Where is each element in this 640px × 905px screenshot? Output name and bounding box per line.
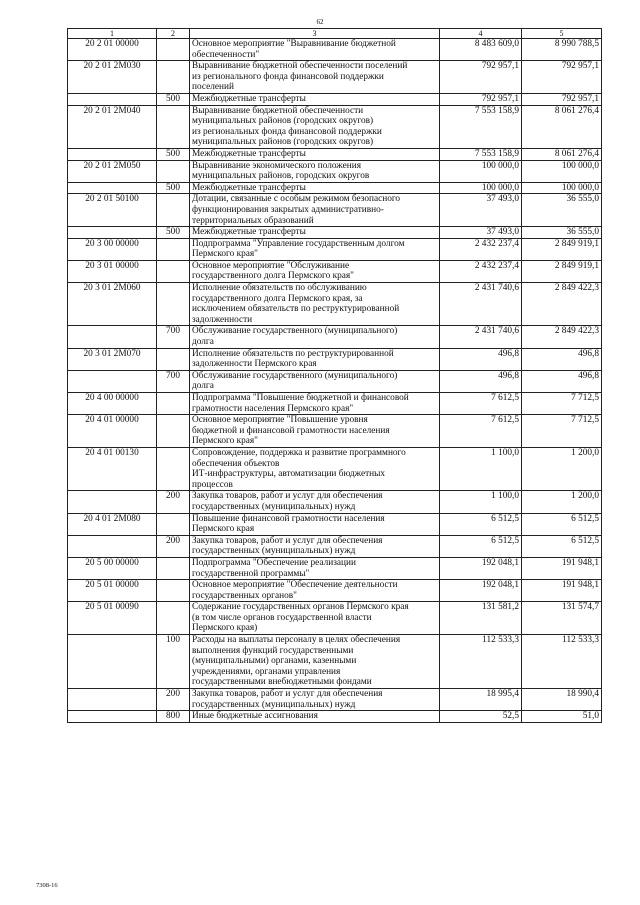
amount-col-5: 6 512,5 <box>522 513 602 535</box>
item-name-line: Пермского края) <box>192 623 258 634</box>
table-row <box>68 260 602 282</box>
amount-col-5: 2 849 422,3 <box>522 283 602 326</box>
item-name <box>190 535 440 557</box>
expense-type-code <box>157 393 190 415</box>
item-name <box>190 580 440 602</box>
target-item-code <box>68 227 157 239</box>
amount-col-5: 1 200,0 <box>522 447 602 490</box>
item-name-line: грамотности населения Пермского края" <box>192 403 354 414</box>
budget-table <box>67 28 602 723</box>
item-name-line: Основное мероприятие "Обеспечение деятельности <box>192 580 398 591</box>
amount-col-4: 7 553 158,9 <box>440 105 522 148</box>
amount-col-4: 7 612,5 <box>440 393 522 415</box>
amount-col-4: 192 048,1 <box>440 580 522 602</box>
table-row <box>68 227 602 239</box>
item-name-line: Пермского края" <box>192 249 258 260</box>
amount-col-5: 8 061 276,4 <box>522 105 602 148</box>
target-item-code: 20 4 00 00000 <box>68 393 157 415</box>
item-name-line: ИТ-инфраструктуры, автоматизации бюджетных <box>192 469 386 480</box>
table-row <box>68 61 602 94</box>
amount-col-4: 18 995,4 <box>440 689 522 711</box>
target-item-code <box>68 491 157 513</box>
target-item-code <box>68 635 157 689</box>
page-number: 62 <box>316 18 324 26</box>
target-item-code: 20 4 01 00000 <box>68 415 157 448</box>
amount-col-5: 100 000,0 <box>522 160 602 182</box>
amount-col-5: 51,0 <box>522 711 602 723</box>
amount-col-4: 52,5 <box>440 711 522 723</box>
expense-type-code <box>157 348 190 370</box>
item-name-line: государственных (муниципальных) нужд <box>192 501 356 512</box>
target-item-code: 20 4 01 2М080 <box>68 513 157 535</box>
target-item-code <box>68 689 157 711</box>
item-name-line: Подпрограмма "Управление государственным долгом <box>192 238 405 249</box>
table-row <box>68 93 602 105</box>
item-name <box>190 182 440 194</box>
item-name <box>190 160 440 182</box>
amount-col-4: 192 048,1 <box>440 557 522 579</box>
target-item-code: 20 2 01 2М050 <box>68 160 157 182</box>
target-item-code: 20 5 01 00090 <box>68 602 157 635</box>
expense-type-code <box>157 105 190 148</box>
amount-col-5: 131 574,7 <box>522 602 602 635</box>
item-name-line: Закупка товаров, работ и услуг для обеспечения <box>192 689 383 700</box>
item-name-line: государственного долга Пермского края" <box>192 271 354 282</box>
item-name-line: исключением обязательств по реструктурированной <box>192 304 400 315</box>
amount-col-5: 792 957,1 <box>522 93 602 105</box>
item-name-line: поселений <box>192 82 234 93</box>
table-row <box>68 370 602 392</box>
item-name-line: Обслуживание государственного (муниципального) <box>192 326 398 337</box>
amount-col-4: 7 612,5 <box>440 415 522 448</box>
target-item-code: 20 5 01 00000 <box>68 580 157 602</box>
item-name-line: долга <box>192 381 214 392</box>
expense-type-code <box>157 602 190 635</box>
amount-col-4: 100 000,0 <box>440 160 522 182</box>
item-name-line: Обслуживание государственного (муниципального) <box>192 370 398 381</box>
item-name <box>190 348 440 370</box>
table-row <box>68 415 602 448</box>
item-name <box>190 689 440 711</box>
header-col-1: 1 <box>68 29 157 39</box>
item-name-line: Межбюджетные трансферты <box>192 227 306 238</box>
amount-col-5: 36 555,0 <box>522 227 602 239</box>
item-name <box>190 326 440 348</box>
amount-col-5: 7 712,5 <box>522 415 602 448</box>
target-item-code: 20 3 01 2М070 <box>68 348 157 370</box>
target-item-code: 20 2 01 00000 <box>68 39 157 61</box>
target-item-code <box>68 148 157 160</box>
item-name-line: учреждениями, органами управления <box>192 666 341 677</box>
item-name-line: из регионального фонда финансовой поддержки <box>192 71 384 82</box>
amount-col-4: 100 000,0 <box>440 182 522 194</box>
item-name-line: функционирования закрытых административно- <box>192 204 384 215</box>
table-header-row <box>68 29 602 39</box>
item-name <box>190 491 440 513</box>
expense-type-code: 200 <box>157 689 190 711</box>
item-name-line: государственных (муниципальных) нужд <box>192 546 356 557</box>
amount-col-4: 6 512,5 <box>440 535 522 557</box>
expense-type-code <box>157 415 190 448</box>
amount-col-4: 7 553 158,9 <box>440 148 522 160</box>
item-name-line: Закупка товаров, работ и услуг для обеспечения <box>192 491 383 502</box>
item-name-line: Повышение финансовой грамотности населения <box>192 513 385 524</box>
amount-col-4: 1 100,0 <box>440 447 522 490</box>
expense-type-code <box>157 447 190 490</box>
item-name <box>190 711 440 723</box>
item-name-line: из региональных фонда финансовой поддержки <box>192 126 382 137</box>
amount-col-5: 6 512,5 <box>522 535 602 557</box>
amount-col-5: 112 533,3 <box>522 635 602 689</box>
table-row <box>68 326 602 348</box>
amount-col-4: 792 957,1 <box>440 93 522 105</box>
amount-col-5: 792 957,1 <box>522 61 602 94</box>
header-col-2: 2 <box>157 29 190 39</box>
item-name <box>190 415 440 448</box>
expense-type-code: 200 <box>157 491 190 513</box>
amount-col-5: 36 555,0 <box>522 194 602 227</box>
table-row <box>68 711 602 723</box>
amount-col-4: 2 432 237,4 <box>440 238 522 260</box>
table-row <box>68 194 602 227</box>
item-name-line: Основное мероприятие "Обслуживание <box>192 260 350 271</box>
target-item-code <box>68 93 157 105</box>
amount-col-5: 8 990 788,5 <box>522 39 602 61</box>
item-name-line: Пермского края <box>192 524 255 535</box>
target-item-code <box>68 326 157 348</box>
amount-col-5: 2 849 919,1 <box>522 238 602 260</box>
item-name-line: обеспеченности" <box>192 49 260 60</box>
item-name-line: задолженности Пермского края <box>192 359 317 370</box>
amount-col-5: 1 200,0 <box>522 491 602 513</box>
item-name <box>190 602 440 635</box>
item-name <box>190 393 440 415</box>
target-item-code: 20 2 01 50100 <box>68 194 157 227</box>
item-name <box>190 370 440 392</box>
item-name-line: Межбюджетные трансферты <box>192 93 306 104</box>
table-row <box>68 535 602 557</box>
target-item-code: 20 5 00 00000 <box>68 557 157 579</box>
item-name-line: долга <box>192 337 214 348</box>
expense-type-code <box>157 283 190 326</box>
item-name-line: обеспечения объектов <box>192 458 280 469</box>
table-row <box>68 283 602 326</box>
item-name-line: Основное мероприятие "Выравнивание бюджетной <box>192 39 396 49</box>
table-row <box>68 557 602 579</box>
table-row <box>68 635 602 689</box>
item-name <box>190 39 440 61</box>
item-name-line: Исполнение обязательств по реструктурированной <box>192 348 394 359</box>
expense-type-code <box>157 160 190 182</box>
expense-type-code: 500 <box>157 182 190 194</box>
item-name-line: государственной программы" <box>192 568 310 579</box>
table-row <box>68 105 602 148</box>
expense-type-code: 700 <box>157 370 190 392</box>
target-item-code: 20 3 01 00000 <box>68 260 157 282</box>
item-name-line: муниципальных районов (городских округов) <box>192 137 374 148</box>
item-name-line: Основное мероприятие "Повышение уровня <box>192 415 368 426</box>
table-row <box>68 182 602 194</box>
amount-col-4: 6 512,5 <box>440 513 522 535</box>
header-col-5: 5 <box>522 29 602 39</box>
item-name-line: Сопровождение, поддержка и развитие программного <box>192 447 406 458</box>
amount-col-5: 191 948,1 <box>522 580 602 602</box>
item-name-line: бюджетной и финансовой грамотности населения <box>192 425 390 436</box>
amount-col-5: 18 990,4 <box>522 689 602 711</box>
target-item-code <box>68 711 157 723</box>
table-row <box>68 513 602 535</box>
amount-col-5: 2 849 919,1 <box>522 260 602 282</box>
amount-col-5: 100 000,0 <box>522 182 602 194</box>
item-name-line: государственного долга Пермского края, за <box>192 293 363 304</box>
amount-col-4: 496,8 <box>440 370 522 392</box>
table-row <box>68 393 602 415</box>
expense-type-code: 500 <box>157 93 190 105</box>
item-name-line: Содержание государственных органов Пермского края <box>192 602 409 613</box>
amount-col-5: 496,8 <box>522 348 602 370</box>
amount-col-4: 2 431 740,6 <box>440 283 522 326</box>
amount-col-4: 792 957,1 <box>440 61 522 94</box>
amount-col-5: 191 948,1 <box>522 557 602 579</box>
expense-type-code: 500 <box>157 148 190 160</box>
item-name-line: Выравнивание бюджетной обеспеченности <box>192 105 364 116</box>
target-item-code <box>68 370 157 392</box>
target-item-code: 20 2 01 2М040 <box>68 105 157 148</box>
item-name <box>190 194 440 227</box>
item-name-line: Межбюджетные трансферты <box>192 182 306 193</box>
item-name-line: процессов <box>192 479 233 490</box>
item-name <box>190 105 440 148</box>
expense-type-code: 500 <box>157 227 190 239</box>
target-item-code <box>68 182 157 194</box>
expense-type-code <box>157 260 190 282</box>
amount-col-4: 131 581,2 <box>440 602 522 635</box>
item-name-line: государственными внебюджетными фондами <box>192 677 372 688</box>
table-row <box>68 689 602 711</box>
table-row <box>68 160 602 182</box>
amount-col-5: 496,8 <box>522 370 602 392</box>
item-name-line: Подпрограмма "Повышение бюджетной и финансовой <box>192 393 409 403</box>
item-name <box>190 260 440 282</box>
expense-type-code <box>157 238 190 260</box>
expense-type-code <box>157 194 190 227</box>
item-name-line: (муниципальными) органами, казенными <box>192 656 357 667</box>
item-name-line: Иные бюджетные ассигнования <box>192 711 318 722</box>
table-row <box>68 148 602 160</box>
item-name-line: (в том числе органов государственной власти <box>192 612 372 623</box>
amount-col-5: 7 712,5 <box>522 393 602 415</box>
target-item-code: 20 2 01 2М030 <box>68 61 157 94</box>
target-item-code: 20 4 01 00130 <box>68 447 157 490</box>
item-name <box>190 227 440 239</box>
target-item-code: 20 3 00 00000 <box>68 238 157 260</box>
item-name <box>190 148 440 160</box>
amount-col-4: 112 533,3 <box>440 635 522 689</box>
item-name <box>190 557 440 579</box>
amount-col-4: 37 493,0 <box>440 227 522 239</box>
header-col-3: 3 <box>190 29 440 39</box>
item-name-line: Пермского края" <box>192 436 258 447</box>
item-name-line: государственных (муниципальных) нужд <box>192 699 356 710</box>
item-name <box>190 513 440 535</box>
item-name-line: территориальных образований <box>192 215 314 226</box>
header-col-4: 4 <box>440 29 522 39</box>
table-row <box>68 348 602 370</box>
table-row <box>68 447 602 490</box>
item-name-line: муниципальных районов (городских округов) <box>192 116 374 127</box>
expense-type-code <box>157 39 190 61</box>
expense-type-code: 800 <box>157 711 190 723</box>
target-item-code <box>68 535 157 557</box>
amount-col-5: 2 849 422,3 <box>522 326 602 348</box>
item-name <box>190 635 440 689</box>
item-name <box>190 283 440 326</box>
item-name-line: Межбюджетные трансферты <box>192 148 306 159</box>
expense-type-code <box>157 580 190 602</box>
item-name-line: Исполнение обязательств по обслуживанию <box>192 283 367 294</box>
item-name-line: Подпрограмма "Обеспечение реализации <box>192 557 356 568</box>
item-name <box>190 61 440 94</box>
amount-col-4: 496,8 <box>440 348 522 370</box>
item-name <box>190 238 440 260</box>
target-item-code: 20 3 01 2М060 <box>68 283 157 326</box>
table-row <box>68 39 602 61</box>
item-name <box>190 447 440 490</box>
item-name-line: задолженности <box>192 314 253 325</box>
item-name-line: муниципальных районов, городских округов <box>192 171 370 182</box>
table-row <box>68 602 602 635</box>
expense-type-code: 200 <box>157 535 190 557</box>
item-name-line: государственных органов" <box>192 590 297 601</box>
amount-col-4: 2 432 237,4 <box>440 260 522 282</box>
amount-col-4: 8 483 609,0 <box>440 39 522 61</box>
amount-col-4: 1 100,0 <box>440 491 522 513</box>
expense-type-code <box>157 513 190 535</box>
table-row <box>68 580 602 602</box>
item-name-line: выполнения функций государственными <box>192 645 354 656</box>
item-name-line: Дотации, связанные с особым режимом безопасного <box>192 194 401 205</box>
amount-col-4: 2 431 740,6 <box>440 326 522 348</box>
item-name <box>190 93 440 105</box>
item-name-line: Выравнивание экономического положения <box>192 160 361 171</box>
expense-type-code <box>157 557 190 579</box>
amount-col-4: 37 493,0 <box>440 194 522 227</box>
amount-col-5: 8 061 276,4 <box>522 148 602 160</box>
item-name-line: Расходы на выплаты персоналу в целях обеспечения <box>192 635 401 646</box>
table-row <box>68 238 602 260</box>
footer-code: 7308-16 <box>36 882 58 889</box>
table-row <box>68 491 602 513</box>
expense-type-code: 700 <box>157 326 190 348</box>
item-name-line: Выравнивание бюджетной обеспеченности поселений <box>192 61 408 72</box>
expense-type-code: 100 <box>157 635 190 689</box>
expense-type-code <box>157 61 190 94</box>
item-name-line: Закупка товаров, работ и услуг для обеспечения <box>192 535 383 546</box>
